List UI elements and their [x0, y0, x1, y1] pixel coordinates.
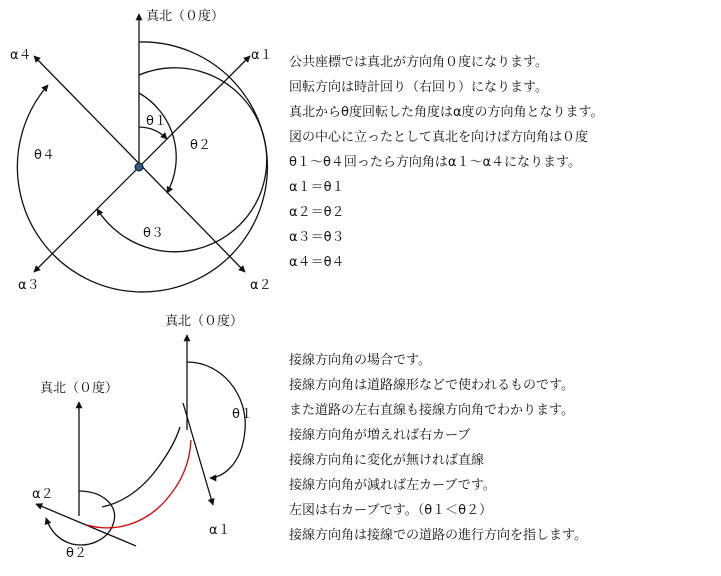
text-line: また道路の左右直線も接線方向角でわかります。: [289, 403, 574, 418]
alpha3-label: α３: [18, 278, 40, 293]
north-label-right: 真北（０度）: [165, 314, 244, 329]
alpha2-label-bottom: α２: [32, 487, 54, 502]
bottom-tangent-diagram: [36, 335, 245, 546]
text-line: 接線方向角に変化が無ければ直線: [289, 453, 485, 468]
text-line: α２＝θ２: [289, 205, 345, 220]
arc-theta2: [139, 93, 176, 193]
theta1-label: θ１: [146, 114, 167, 129]
black-curve-arc: [102, 427, 180, 507]
text-line: 接線方向角は道路線形などで使われるものです。: [289, 378, 574, 393]
theta2-label-bottom: θ２: [66, 546, 87, 561]
arc-theta3: [97, 68, 267, 252]
north-label: 真北（０度）: [146, 9, 225, 24]
text-line: α３＝θ３: [289, 230, 345, 245]
road-curve: [87, 440, 191, 528]
text-line: 接線方向角が増えれば右カーブ: [289, 428, 471, 443]
theta2-label: θ２: [190, 138, 211, 153]
direction-angle-figures: [0, 0, 290, 576]
text-line: 接線方向角が減れば左カーブです。: [289, 478, 496, 493]
alpha2-label: α２: [250, 278, 272, 293]
text-line: 接線方向角の場合です。: [289, 353, 431, 368]
text-line: 回転方向は時計回り（右回り）になります。: [289, 80, 548, 95]
explanation-top: [289, 50, 603, 275]
alpha1-label: α１: [251, 48, 273, 63]
text-line: 真北からθ度回転した角度はα度の方向角となります。: [289, 105, 604, 120]
text-line: α１＝θ１: [289, 180, 345, 195]
theta3-label: θ３: [143, 226, 164, 241]
bottom-figure-labels: [32, 313, 253, 561]
tangent-line-2: [36, 504, 136, 546]
tangent-line-1: [183, 403, 213, 505]
text-line: 図の中心に立ったとして真北を向けば方向角は０度: [289, 130, 589, 145]
text-line: 公共座標では真北が方向角０度になります。: [289, 55, 548, 70]
theta1-label-bottom: θ１: [232, 407, 253, 422]
text-line: α４＝θ４: [289, 255, 345, 270]
alpha1-label-bottom: α１: [209, 523, 231, 538]
arc-theta2-bottom: [46, 491, 115, 545]
theta4-label: θ４: [34, 148, 55, 163]
alpha4-label: α４: [10, 48, 32, 63]
explanation-bottom: [289, 348, 587, 548]
center-point: [135, 163, 143, 171]
text-line: 接線方向角は接線での道路の進行方向を指します。: [289, 528, 587, 543]
text-line: θ１～θ４回ったら方向角はα１～α４になります。: [289, 155, 582, 170]
north-label-left: 真北（０度）: [40, 381, 119, 396]
text-line: 左図は右カーブです。（θ１＜θ２）: [289, 503, 493, 518]
